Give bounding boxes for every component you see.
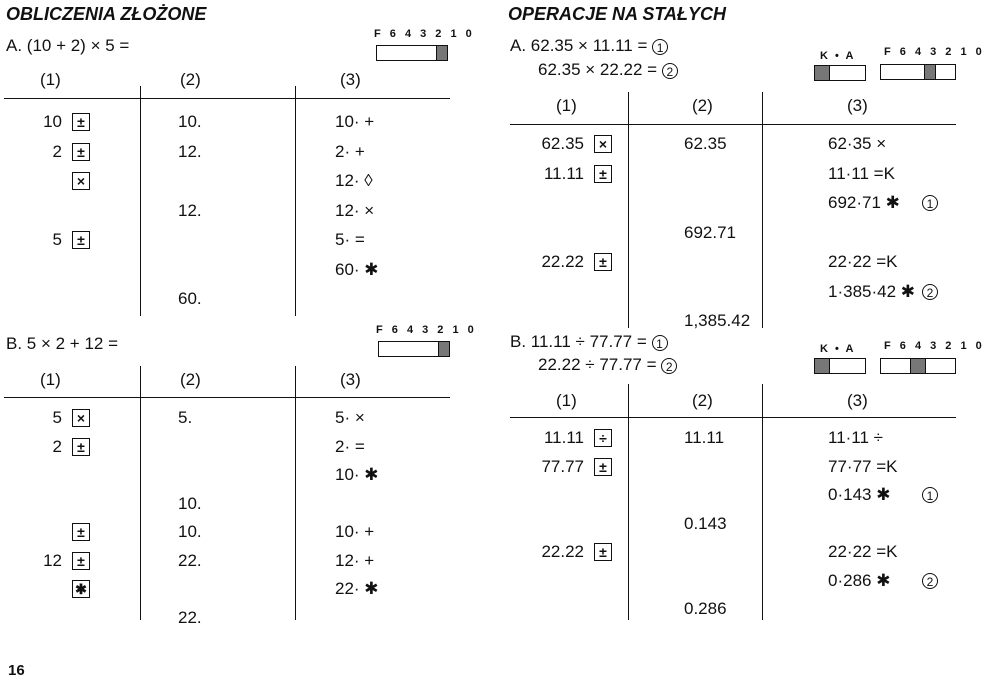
- switch-label: F 6 4 3 2 1 0: [374, 28, 475, 40]
- column-header: (2): [692, 96, 713, 115]
- printout-value: 10· +: [335, 522, 375, 541]
- display-value: 12.: [178, 141, 202, 161]
- display-value: 11.11: [684, 428, 725, 447]
- display-value: 22.: [178, 607, 202, 627]
- display-value: 5.: [178, 408, 193, 427]
- ka-knob: [815, 66, 830, 80]
- right-b-line1-text: B. 11.11 ÷ 77.77 =: [510, 332, 647, 351]
- display-value: 10.: [178, 112, 202, 131]
- right-a-line1: [510, 36, 668, 56]
- printout-value: 2· +: [335, 141, 365, 161]
- column-divider: [295, 366, 296, 620]
- switch-knob: [436, 46, 448, 60]
- printout-value: 0·143 ✱: [828, 485, 891, 504]
- printout-value: 12· ×: [335, 200, 375, 220]
- printout-value: 5· =: [335, 230, 365, 249]
- calculator-key-icon: ±: [72, 552, 90, 570]
- right-a-line2: [538, 60, 678, 80]
- printout-value: 10· +: [335, 112, 375, 131]
- left-title: OBLICZENIA ZŁOŻONE: [6, 4, 207, 24]
- printout-value: 11·11 =K: [828, 163, 895, 183]
- circled-number: 1: [652, 335, 668, 351]
- display-value: 1,385.42: [684, 311, 751, 330]
- right-title: OPERACJE NA STAŁYCH: [508, 4, 727, 24]
- calculator-key-icon: ±: [72, 113, 90, 131]
- display-value: 12.: [178, 200, 202, 220]
- switch-knob: [910, 359, 926, 373]
- right-b-line2-text: 22.22 ÷ 77.77 =: [538, 355, 657, 374]
- calculator-key-icon: ✱: [72, 580, 90, 598]
- column-header: (2): [180, 370, 201, 389]
- circled-number: 1: [652, 39, 668, 55]
- printout-value: 22·22 =K: [828, 252, 898, 271]
- column-divider: [628, 384, 629, 620]
- printout-value: 10· ✱: [335, 465, 379, 484]
- calculator-key-icon: ±: [594, 253, 612, 271]
- switch-label: F 6 4 3 2 1 0: [884, 340, 985, 352]
- step-value: 5: [52, 230, 62, 249]
- circled-number: 2: [922, 284, 938, 300]
- switch-knob: [924, 65, 936, 79]
- column-header: (2): [180, 70, 201, 89]
- step-value: 12: [43, 550, 62, 570]
- display-value: 10.: [178, 522, 202, 541]
- printout-value: 12· ◊: [335, 171, 373, 190]
- printout-value: 62·35 ×: [828, 134, 887, 153]
- ka-label: K • A: [820, 343, 856, 355]
- printout-value: 5· ×: [335, 408, 365, 427]
- circled-number: 2: [922, 573, 938, 589]
- calculator-key-icon: ×: [594, 135, 612, 153]
- column-divider: [140, 86, 141, 316]
- step-value: 11.11: [543, 428, 584, 447]
- right-a-line1-text: A. 62.35 × 11.11 =: [510, 36, 648, 55]
- column-header: (2): [692, 391, 713, 410]
- step-value: 22.22: [541, 542, 584, 561]
- ka-knob: [815, 359, 830, 373]
- header-divider: [4, 397, 450, 398]
- printout-value: 0·286 ✱: [828, 570, 891, 590]
- header-divider: [510, 124, 956, 125]
- page-number: 16: [8, 662, 25, 679]
- right-a-line2-text: 62.35 × 22.22 =: [538, 60, 658, 79]
- calculator-key-icon: ÷: [594, 429, 612, 447]
- display-value: 692.71: [684, 222, 736, 242]
- header-divider: [510, 417, 956, 418]
- left-a-expression: A. (10 + 2) × 5 =: [6, 36, 130, 55]
- calculator-key-icon: ±: [72, 231, 90, 249]
- left-b-expression: B. 5 × 2 + 12 =: [6, 334, 119, 353]
- printout-value: 77·77 =K: [828, 456, 898, 476]
- calculator-key-icon: ±: [594, 543, 612, 561]
- step-value: 62.35: [541, 134, 584, 153]
- printout-value: 1·385·42 ✱: [828, 281, 916, 301]
- column-header: (3): [340, 370, 361, 389]
- calculator-key-icon: ±: [72, 438, 90, 456]
- column-header: (1): [556, 96, 577, 115]
- display-value: 0.143: [684, 513, 727, 533]
- circled-number: 2: [662, 63, 678, 79]
- column-header: (1): [40, 70, 61, 89]
- column-divider: [140, 366, 141, 620]
- display-value: 62.35: [684, 134, 727, 153]
- header-divider: [4, 98, 450, 99]
- calculator-key-icon: ×: [72, 409, 90, 427]
- step-value: 77.77: [541, 456, 584, 476]
- switch-box: [880, 64, 956, 80]
- calculator-key-icon: ±: [594, 165, 612, 183]
- display-value: 10.: [178, 493, 202, 513]
- display-value: 22.: [178, 550, 202, 570]
- printout-value: 11·11 ÷: [828, 428, 884, 447]
- column-divider: [628, 92, 629, 328]
- calculator-key-icon: ×: [72, 172, 90, 190]
- column-header: (1): [40, 370, 61, 389]
- column-divider: [295, 86, 296, 316]
- step-value: 2: [52, 141, 62, 161]
- printout-value: 2· =: [335, 436, 365, 456]
- display-value: 0.286: [684, 599, 727, 618]
- step-value: 10: [43, 112, 62, 131]
- circled-number: 1: [922, 487, 938, 503]
- column-divider: [762, 92, 763, 328]
- column-divider: [762, 384, 763, 620]
- display-value: 60.: [178, 289, 202, 308]
- column-header: (3): [847, 391, 868, 410]
- circled-number: 2: [661, 358, 677, 374]
- calculator-key-icon: ±: [72, 143, 90, 161]
- step-value: 5: [52, 408, 62, 427]
- right-b-line2: [538, 355, 677, 375]
- step-value: 11.11: [543, 163, 584, 183]
- circled-number: 1: [922, 195, 938, 211]
- column-header: (1): [556, 391, 577, 410]
- printout-value: 60· ✱: [335, 259, 379, 279]
- calculator-key-icon: ±: [72, 523, 90, 541]
- switch-knob: [438, 342, 450, 356]
- column-header: (3): [847, 96, 868, 115]
- calculator-key-icon: ±: [594, 458, 612, 476]
- ka-label: K • A: [820, 50, 856, 62]
- printout-value: 22·22 =K: [828, 542, 898, 561]
- switch-label: F 6 4 3 2 1 0: [376, 324, 477, 336]
- printout-value: 22· ✱: [335, 579, 379, 598]
- right-b-line1: [510, 332, 668, 352]
- printout-value: 12· +: [335, 550, 375, 570]
- column-header: (3): [340, 70, 361, 89]
- switch-label: F 6 4 3 2 1 0: [884, 46, 985, 58]
- step-value: 22.22: [541, 252, 584, 271]
- printout-value: 692·71 ✱: [828, 193, 900, 212]
- step-value: 2: [52, 436, 62, 456]
